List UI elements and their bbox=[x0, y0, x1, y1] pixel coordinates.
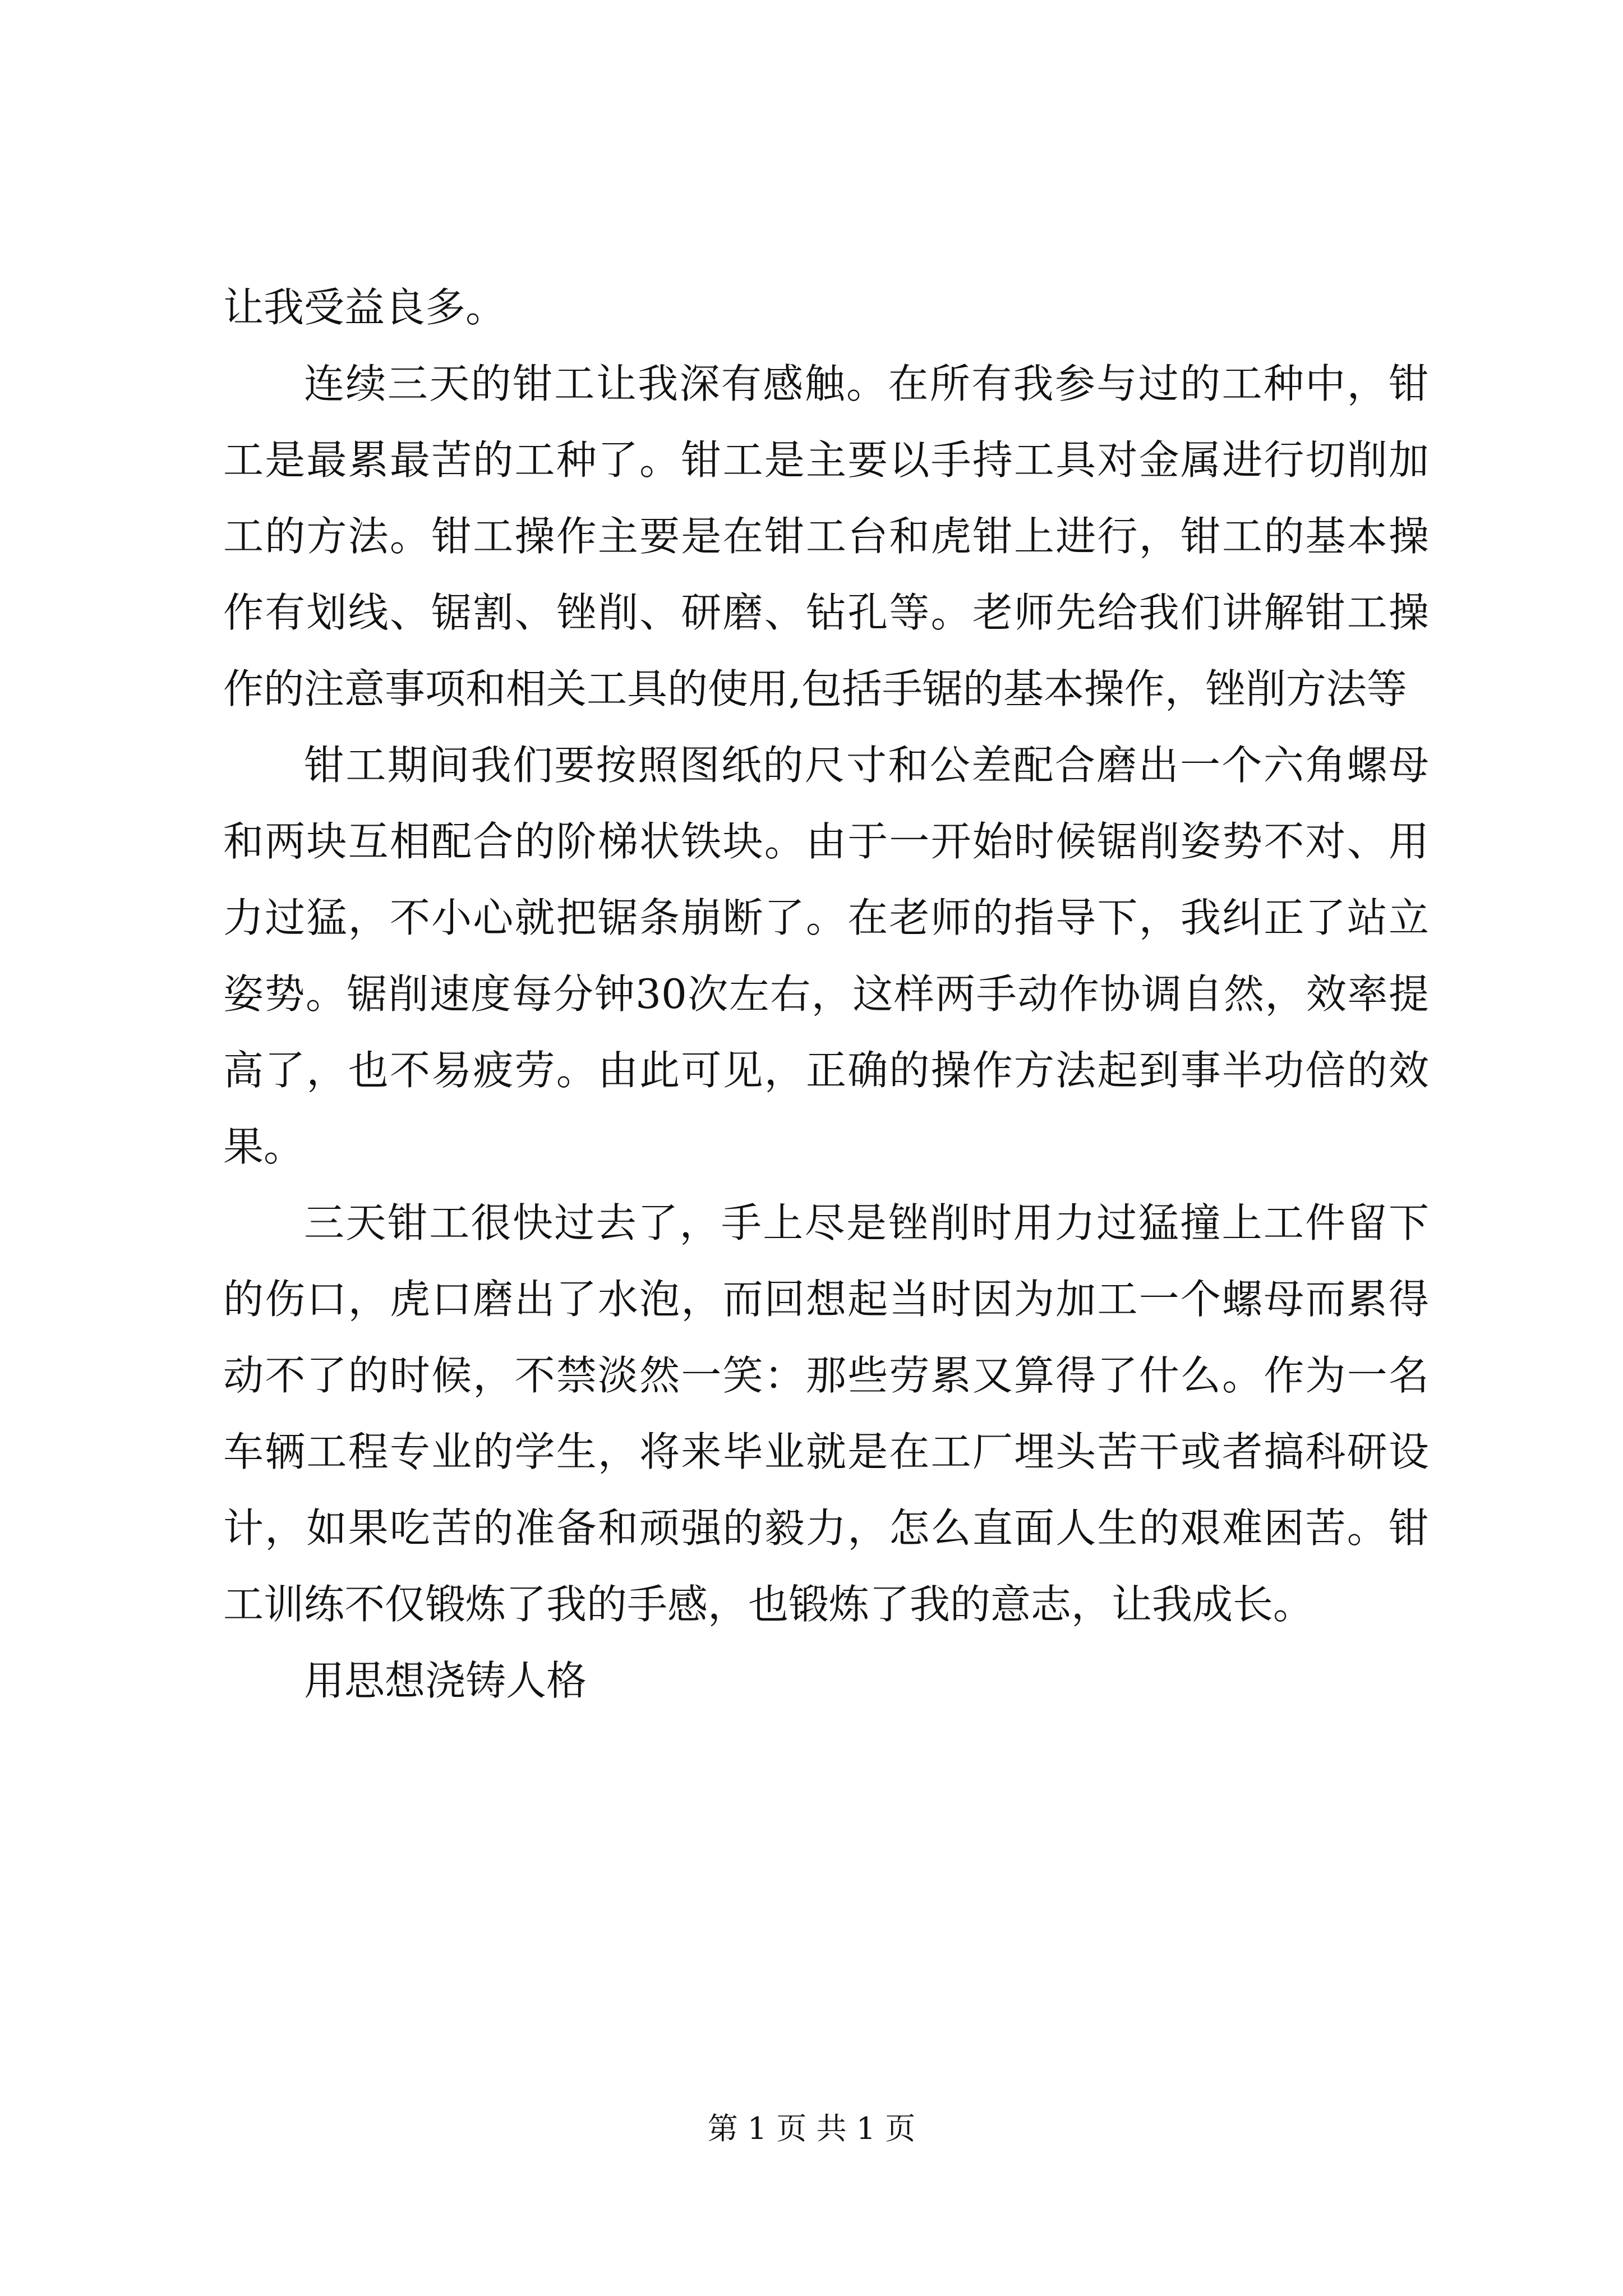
paragraph-4: 三天钳工很快过去了，手上尽是锉削时用力过猛撞上工件留下的伤口，虎口磨出了水泡，而回想起当时因为加工一个螺母而累得动不了的时候，不禁淡然一笑：那些劳累又算得了什么。作为一名车辆工程专业的学生，将来毕业就是在工厂埋头苦干或者搞科研设计，如果吃苦的准备和顽强的毅力，怎么直面人生的艰难困苦。钳工训练不仅锻炼了我的手感，也锻炼了我的意志，让我成长。 bbox=[223, 1199, 1429, 1628]
paragraph-5: 用思想浇铸人格 bbox=[304, 1657, 587, 1704]
page-number-label: 第 1 页 共 1 页 bbox=[707, 2111, 916, 2146]
paragraph-3: 钳工期间我们要按照图纸的尺寸和公差配合磨出一个六角螺母和两块互相配合的阶梯状铁块。由于一开始时候锯削姿势不对、用力过猛，不小心就把锯条崩断了。在老师的指导下，我纠正了站立姿势。锯削速度每分钟30次左右，这样两手动作协调自然，效率提高了，也不易疲劳。由此可见，正确的操作方法起到事半功倍的效果。 bbox=[223, 742, 1429, 1170]
document-body bbox=[223, 269, 1429, 1719]
paragraph-1: 让我受益良多。 bbox=[223, 284, 506, 331]
paragraph-2: 连续三天的钳工让我深有感触。在所有我参与过的工种中，钳工是最累最苦的工种了。钳工是主要以手持工具对金属进行切削加工的方法。钳工操作主要是在钳工台和虎钳上进行，钳工的基本操作有划线、锯割、锉削、研磨、钻孔等。老师先给我们讲解钳工操作的注意事项和相关工具的使用,包括手锯的基本操作，锉削方法等 bbox=[223, 360, 1429, 712]
page-footer bbox=[0, 2109, 1623, 2148]
